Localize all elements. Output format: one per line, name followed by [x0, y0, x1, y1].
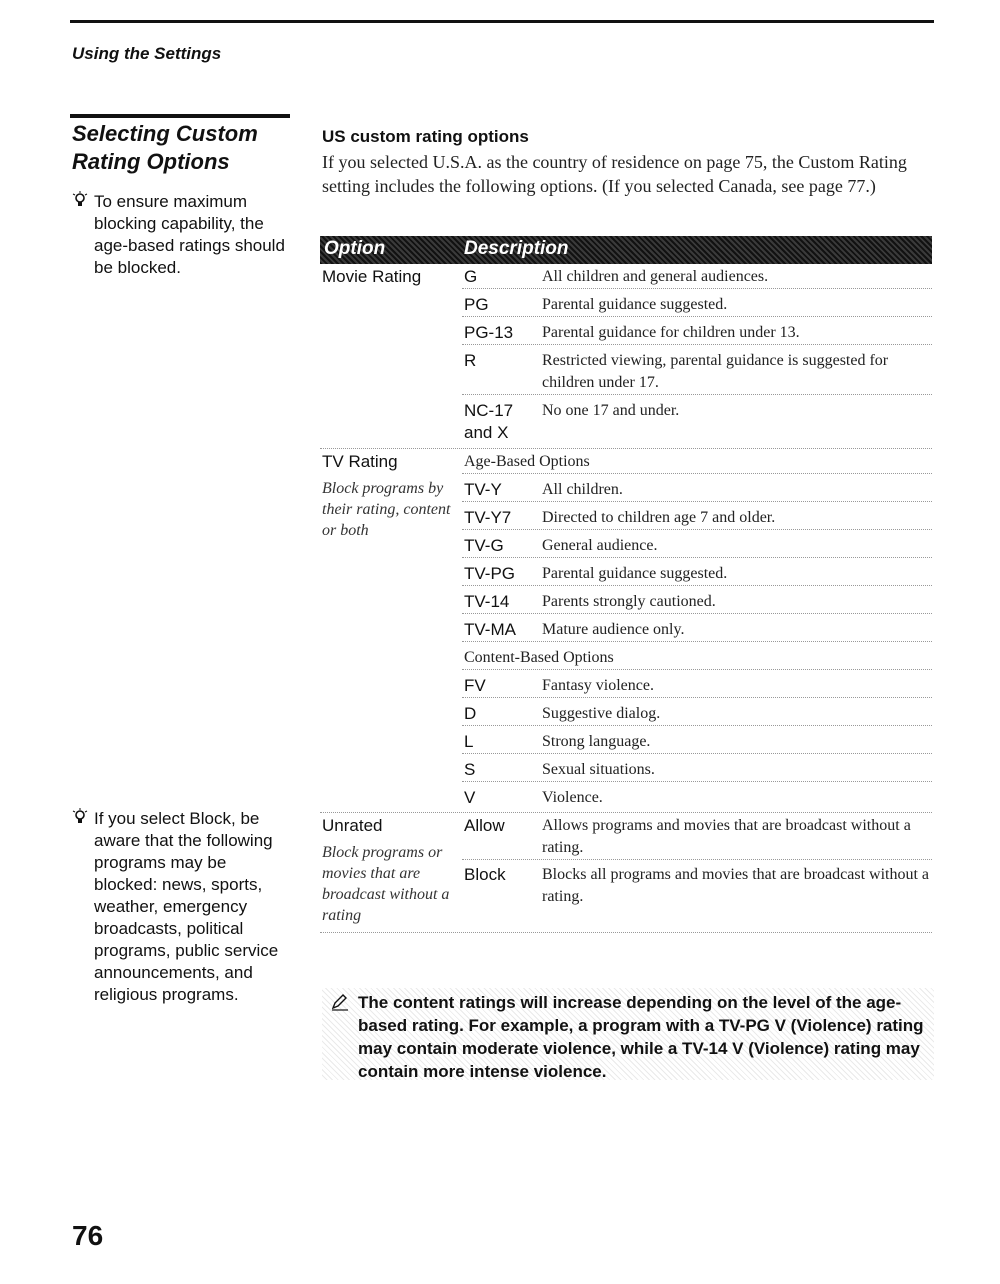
rating-desc: Mature audience only. [542, 621, 685, 638]
pencil-note-icon [330, 992, 350, 1017]
divider [320, 812, 932, 813]
rating-code: D [464, 704, 477, 723]
rating-desc: Parental guidance suggested. [542, 296, 728, 313]
rating-desc: Parental guidance for children under 13. [542, 324, 800, 341]
table-row [462, 591, 932, 614]
table-header [320, 236, 932, 264]
section-heading: US custom rating options [322, 127, 529, 146]
table-row [462, 266, 932, 289]
rating-desc: Violence. [542, 789, 603, 806]
table-row [462, 451, 932, 474]
option-movie-rating: Movie Rating [322, 267, 422, 286]
rating-code: L [464, 732, 474, 751]
rating-code: TV-G [464, 536, 504, 555]
tip-icon [72, 808, 92, 833]
rating-desc: All children and general audiences. [542, 268, 769, 285]
rating-code: PG [464, 295, 489, 314]
sidebar-title-line1: Selecting Custom [72, 121, 258, 146]
table-bottom-rule [320, 932, 932, 933]
tip-2 [72, 808, 287, 1006]
rating-code: S [464, 760, 476, 779]
rating-code: NC-17 and X [464, 401, 514, 442]
rating-code: TV-PG [464, 564, 516, 583]
rating-code: Allow [464, 816, 505, 835]
sidebar-title [72, 120, 292, 176]
page-number: 76 [72, 1220, 104, 1251]
tip-1-text: To ensure maximum blocking capability, the age-based ratings should be blocked. [94, 192, 285, 277]
rating-desc: Blocks all programs and movies that are broadcast without a rating. [542, 866, 930, 905]
option-tv-rating: TV Rating [322, 452, 398, 471]
rating-code: PG-13 [464, 323, 514, 342]
intro-paragraph: If you selected U.S.A. as the country of residence on page 75, the Custom Rating setting includes the following options. (If you selected Canada, see page 77.) [322, 152, 907, 196]
rating-desc: All children. [542, 481, 623, 498]
rating-desc: Parental guidance suggested. [542, 565, 728, 582]
table-row [462, 619, 932, 642]
rating-code: TV-14 [464, 592, 510, 611]
rating-code: G [464, 267, 478, 286]
divider [320, 448, 932, 449]
table-row [462, 507, 932, 530]
sidebar-rule [70, 114, 290, 118]
rating-desc: Sexual situations. [542, 761, 655, 778]
rating-desc: Parents strongly cautioned. [542, 593, 716, 610]
rating-desc: Strong language. [542, 733, 651, 750]
note-text: The content ratings will increase depending on the level of the age-based rating. For example, a program with a TV-PG V (Violence) rating may contain moderate violence, while a TV-14 V (Violence) rating may contain more intense violence. [358, 993, 924, 1081]
unrated-note: Block programs or movies that are broadcast without a rating [322, 844, 450, 924]
tv-rating-note: Block programs by their rating, content or both [322, 480, 451, 539]
tip-1 [72, 191, 287, 279]
rating-desc: Suggestive dialog. [542, 705, 661, 722]
rating-code: FV [464, 676, 486, 695]
table-row [462, 864, 932, 908]
note-box [322, 988, 934, 1080]
rating-desc: No one 17 and under. [542, 402, 680, 419]
sidebar-title-line2: Rating Options [72, 149, 230, 174]
table-row [462, 322, 932, 345]
running-header: Using the Settings [72, 44, 222, 63]
table-row [462, 703, 932, 726]
rating-code: R [464, 351, 477, 370]
top-rule [70, 20, 934, 23]
column-header-option: Option [324, 238, 386, 259]
table-row [462, 294, 932, 317]
table-row [462, 675, 932, 698]
table-row [462, 563, 932, 586]
option-unrated: Unrated [322, 816, 383, 835]
age-based-heading: Age-Based Options [464, 453, 590, 470]
column-header-description: Description [464, 238, 569, 259]
table-row [462, 759, 932, 782]
content-based-heading: Content-Based Options [464, 649, 614, 666]
tip-icon [72, 191, 92, 216]
tip-2-text: If you select Block, be aware that the following programs may be blocked: news, sports, weather, emergency broadcasts, political programs, public service announcements, and religious programs. [94, 809, 279, 1004]
table-row [462, 815, 932, 860]
rating-code: V [464, 788, 476, 807]
table-row [462, 479, 932, 502]
rating-code: TV-MA [464, 620, 516, 639]
rating-code: TV-Y [464, 480, 502, 499]
rating-desc: Restricted viewing, parental guidance is suggested for children under 17. [542, 352, 889, 391]
table-row [462, 731, 932, 754]
rating-code: TV-Y7 [464, 508, 512, 527]
table-row [462, 535, 932, 558]
table-row [462, 400, 932, 444]
table-row [462, 350, 932, 395]
rating-code: Block [464, 865, 506, 884]
table-row [462, 647, 932, 670]
rating-desc: General audience. [542, 537, 658, 554]
rating-desc: Fantasy violence. [542, 677, 654, 694]
rating-desc: Allows programs and movies that are broadcast without a rating. [542, 817, 911, 856]
table-row [462, 787, 932, 809]
rating-desc: Directed to children age 7 and older. [542, 509, 776, 526]
